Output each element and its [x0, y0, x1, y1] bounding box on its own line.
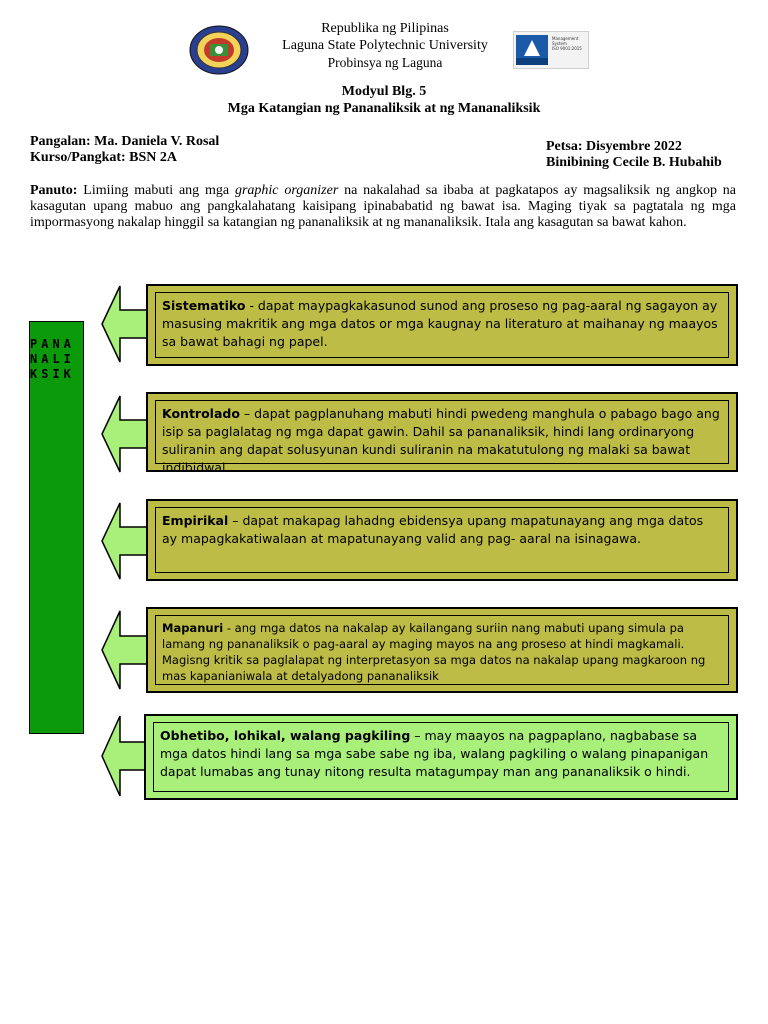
- callout-mapanuri: [100, 607, 740, 693]
- callout-text: [156, 508, 728, 548]
- callout-inner-box: [155, 292, 729, 358]
- instructions-text-before: Limiing mabuti ang mga: [77, 183, 235, 198]
- document-date: Petsa: Disyembre 2022: [546, 139, 682, 154]
- teacher-name: Binibining Cecile B. Hubahib: [546, 155, 722, 170]
- student-name: Pangalan: Ma. Daniela V. Rosal: [30, 134, 220, 149]
- callout-term: Mapanuri: [162, 621, 224, 635]
- callout-text: [156, 293, 728, 351]
- callout-inner-box: [153, 722, 729, 792]
- instructions-text-after: na nakalahad sa ibaba at pagkatapos ay magsaliksik ng angkop na kasagutan upang mabuo ang pangkalahatang kaisipang ipinababatid ng bawat isa. Maging tiyak sa pagtatala ng mga impormasyong nakalap hinggil sa katangian ng pananaliksik at ng mananaliksik. Itala ang kasagutan sa bawat kahon.: [30, 183, 737, 230]
- cert-line-1: Management: [552, 36, 579, 41]
- pananaliksik-label: PANANALIKSIK: [30, 337, 75, 381]
- callout-text: [154, 723, 728, 781]
- callout-box: [146, 499, 738, 581]
- student-course: Kurso/Pangkat: BSN 2A: [30, 150, 178, 165]
- callout-empirikal: [100, 499, 740, 583]
- callout-description: – may maayos na pagpaplano, nagbabase sa mga datos hindi lang sa mga sabe sabe ng iba, walang pagkiling o walang pinapanigan dapat lumabas ang tunay nitong resulta matagumpay man ang pananaliksik o hindi.: [160, 728, 709, 779]
- callout-term: Empirikal: [162, 513, 229, 528]
- callout-description: – dapat pagplanuhang mabuti hindi pwedeng manghula o pabago bago ang isip sa paglalatag ng mga dapat gawin. Dahil sa pananaliksik, hindi lang ordinaryong suliranin ang dapat solusyunan kundi suliranin na makatutulong ng malaki sa bawat indibidwal.: [162, 406, 720, 475]
- callout-box: [146, 607, 738, 693]
- module-subtitle: Mga Katangian ng Pananaliksik at ng Mananaliksik: [227, 101, 541, 116]
- callout-inner-box: [155, 400, 729, 475]
- cert-line-3: ISO 9001:2015: [552, 46, 582, 51]
- cert-line-2: System: [552, 41, 567, 46]
- instructions-paragraph: [30, 183, 736, 231]
- instructions-italic: graphic organizer: [234, 183, 339, 198]
- callout-term: Sistematiko: [162, 298, 246, 313]
- callout-description: - ang mga datos na nakalap ay kailangang suriin nang mabuti upang simula pa lamang ng pananaliksik o pag-aaral ay maging mayos na ang proseso at hindi magkamali. Magisng kritik sa paglalapat ng interpretasyon sa mga datos na nakalap upang magkaroon ng mas kapanianiwala at detalyadong pananaliksik: [162, 621, 706, 683]
- callout-sistematiko: [100, 282, 740, 366]
- document-header: [240, 20, 530, 71]
- callout-description: - dapat maypagkakasunod sunod ang proseso ng pag-aaral ng sagayon ay masusing makritik ang mga datos or mga kaugnay na literaturo at maihanay ng maayos sa bawat bahagi ng papel.: [162, 298, 718, 349]
- callout-box: [146, 392, 738, 475]
- callout-inner-box: [155, 507, 729, 573]
- callout-term: Kontrolado: [162, 406, 240, 421]
- callout-term: Obhetibo, lohikal, walang pagkiling: [160, 728, 411, 743]
- module-title: Modyul Blg. 5: [341, 84, 427, 99]
- header-university: Laguna State Polytechnic University: [282, 38, 488, 53]
- callout-box: [146, 284, 738, 366]
- callout-text: [156, 616, 728, 684]
- callout-text: [156, 401, 728, 477]
- header-country: Republika ng Pilipinas: [321, 21, 449, 36]
- callout-box: [144, 714, 738, 800]
- header-province: Probinsya ng Laguna: [327, 55, 443, 70]
- callout-obhetibo: [100, 712, 740, 802]
- instructions-label: Panuto:: [30, 183, 78, 198]
- callout-inner-box: [155, 615, 729, 685]
- callout-description: – dapat makapag lahadng ebidensya upang mapatunayang ang mga datos ay mapagkakatiwalaan at mapatunayang valid ang pag- aaral na isinagawa.: [162, 513, 704, 546]
- pananaliksik-bar: [29, 321, 84, 734]
- callout-kontrolado: [100, 392, 740, 476]
